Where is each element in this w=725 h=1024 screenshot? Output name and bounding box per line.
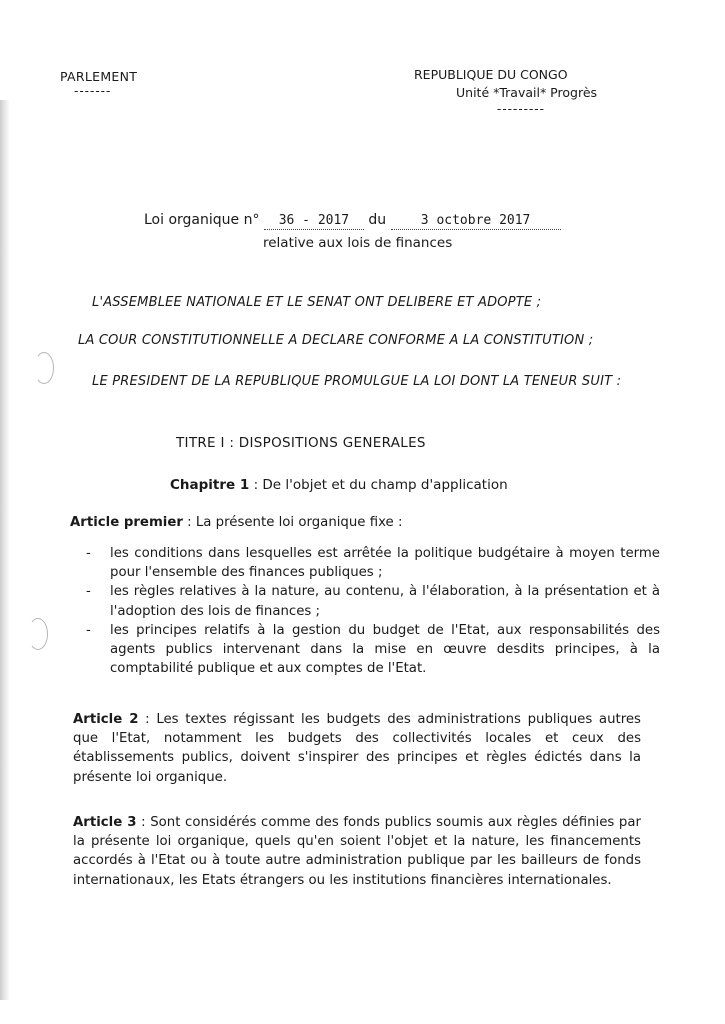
header-motto: Unité *Travail* Progrès — [456, 85, 598, 100]
article-1-list — [80, 544, 660, 678]
law-subtitle: relative aux lois de finances — [263, 235, 453, 251]
header-republique: REPUBLIQUE DU CONGO — [414, 67, 568, 82]
scan-edge — [0, 100, 10, 1000]
chapitre-heading — [170, 477, 508, 493]
list-item: - les principes relatifs à la gestion du budget de l'Etat, aux responsabilités des agents publics intervenant dans la mise en œuvre desdits principes, à la comptabilité publique et aux comptes de l'Etat. — [86, 622, 660, 677]
chapitre-text: : De l'objet et du champ d'application — [249, 477, 508, 493]
law-prefix: Loi organique n° — [144, 212, 260, 228]
preamble-line-3: LE PRESIDENT DE LA REPUBLIQUE PROMULGUE LA LOI DONT LA TENEUR SUIT : — [92, 374, 622, 389]
header-right-dash: --------- — [497, 102, 545, 116]
header-left-dash: ------- — [74, 84, 112, 98]
preamble-line-2: LA COUR CONSTITUTIONNELLE A DECLARE CONFORME A LA CONSTITUTION ; — [78, 333, 594, 348]
punch-hole — [28, 618, 48, 650]
list-item: - les conditions dans lesquelles est arrêtée la politique budgétaire à moyen terme pour l'ensemble des finances publiques ; — [86, 546, 660, 581]
article-3 — [73, 813, 641, 890]
article-3-label: Article 3 — [73, 815, 137, 830]
article-2-label: Article 2 — [73, 712, 139, 727]
law-date: 3 octobre 2017 — [391, 213, 561, 230]
punch-hole — [34, 352, 54, 384]
list-item-text: les conditions dans lesquelles est arrêtée la politique budgétaire à moyen terme pour l'ensemble des finances publiques ; — [110, 546, 660, 581]
law-number: 36 - 2017 — [264, 213, 364, 230]
titre-heading: TITRE I : DISPOSITIONS GENERALES — [176, 435, 426, 451]
list-item: - les règles relatives à la nature, au contenu, à l'élaboration, à la présentation et à l'adoption des lois de finances ; — [86, 584, 660, 619]
list-item-text: les règles relatives à la nature, au contenu, à l'élaboration, à la présentation et à l'adoption des lois de finances ; — [110, 584, 660, 619]
header-parlement: PARLEMENT — [60, 69, 138, 84]
preamble-line-1: L'ASSEMBLEE NATIONALE ET LE SENAT ONT DELIBERE ET ADOPTE ; — [92, 295, 542, 310]
article-2-text: : Les textes régissant les budgets des administrations publiques autres que l'Etat, notamment les budgets des collectivités locales et ceux des établissements publics, doivent s'inspirer des principes et règles édictés dans la présente loi organique. — [73, 712, 641, 785]
list-item-text: les principes relatifs à la gestion du budget de l'Etat, aux responsabilités des agents publics intervenant dans la mise en œuvre desdits principes, à la comptabilité publique et aux comptes de l'Etat. — [110, 622, 660, 677]
article-1-intro — [70, 513, 402, 532]
article-1-text: : La présente loi organique fixe : — [182, 515, 403, 530]
law-title-line — [144, 212, 561, 230]
law-du: du — [368, 212, 387, 228]
article-3-text: : Sont considérés comme des fonds publics soumis aux règles définies par la présente loi organique, quels qu'en soient l'objet et la nature, les financements accordés à l'Etat ou à toute autre administration publique par les bailleurs de fonds internationaux, les Etats étrangers ou les institutions financières internationales. — [73, 815, 641, 888]
article-1-label: Article premier — [70, 515, 183, 530]
chapitre-label: Chapitre 1 — [170, 477, 250, 493]
article-2 — [73, 710, 641, 787]
